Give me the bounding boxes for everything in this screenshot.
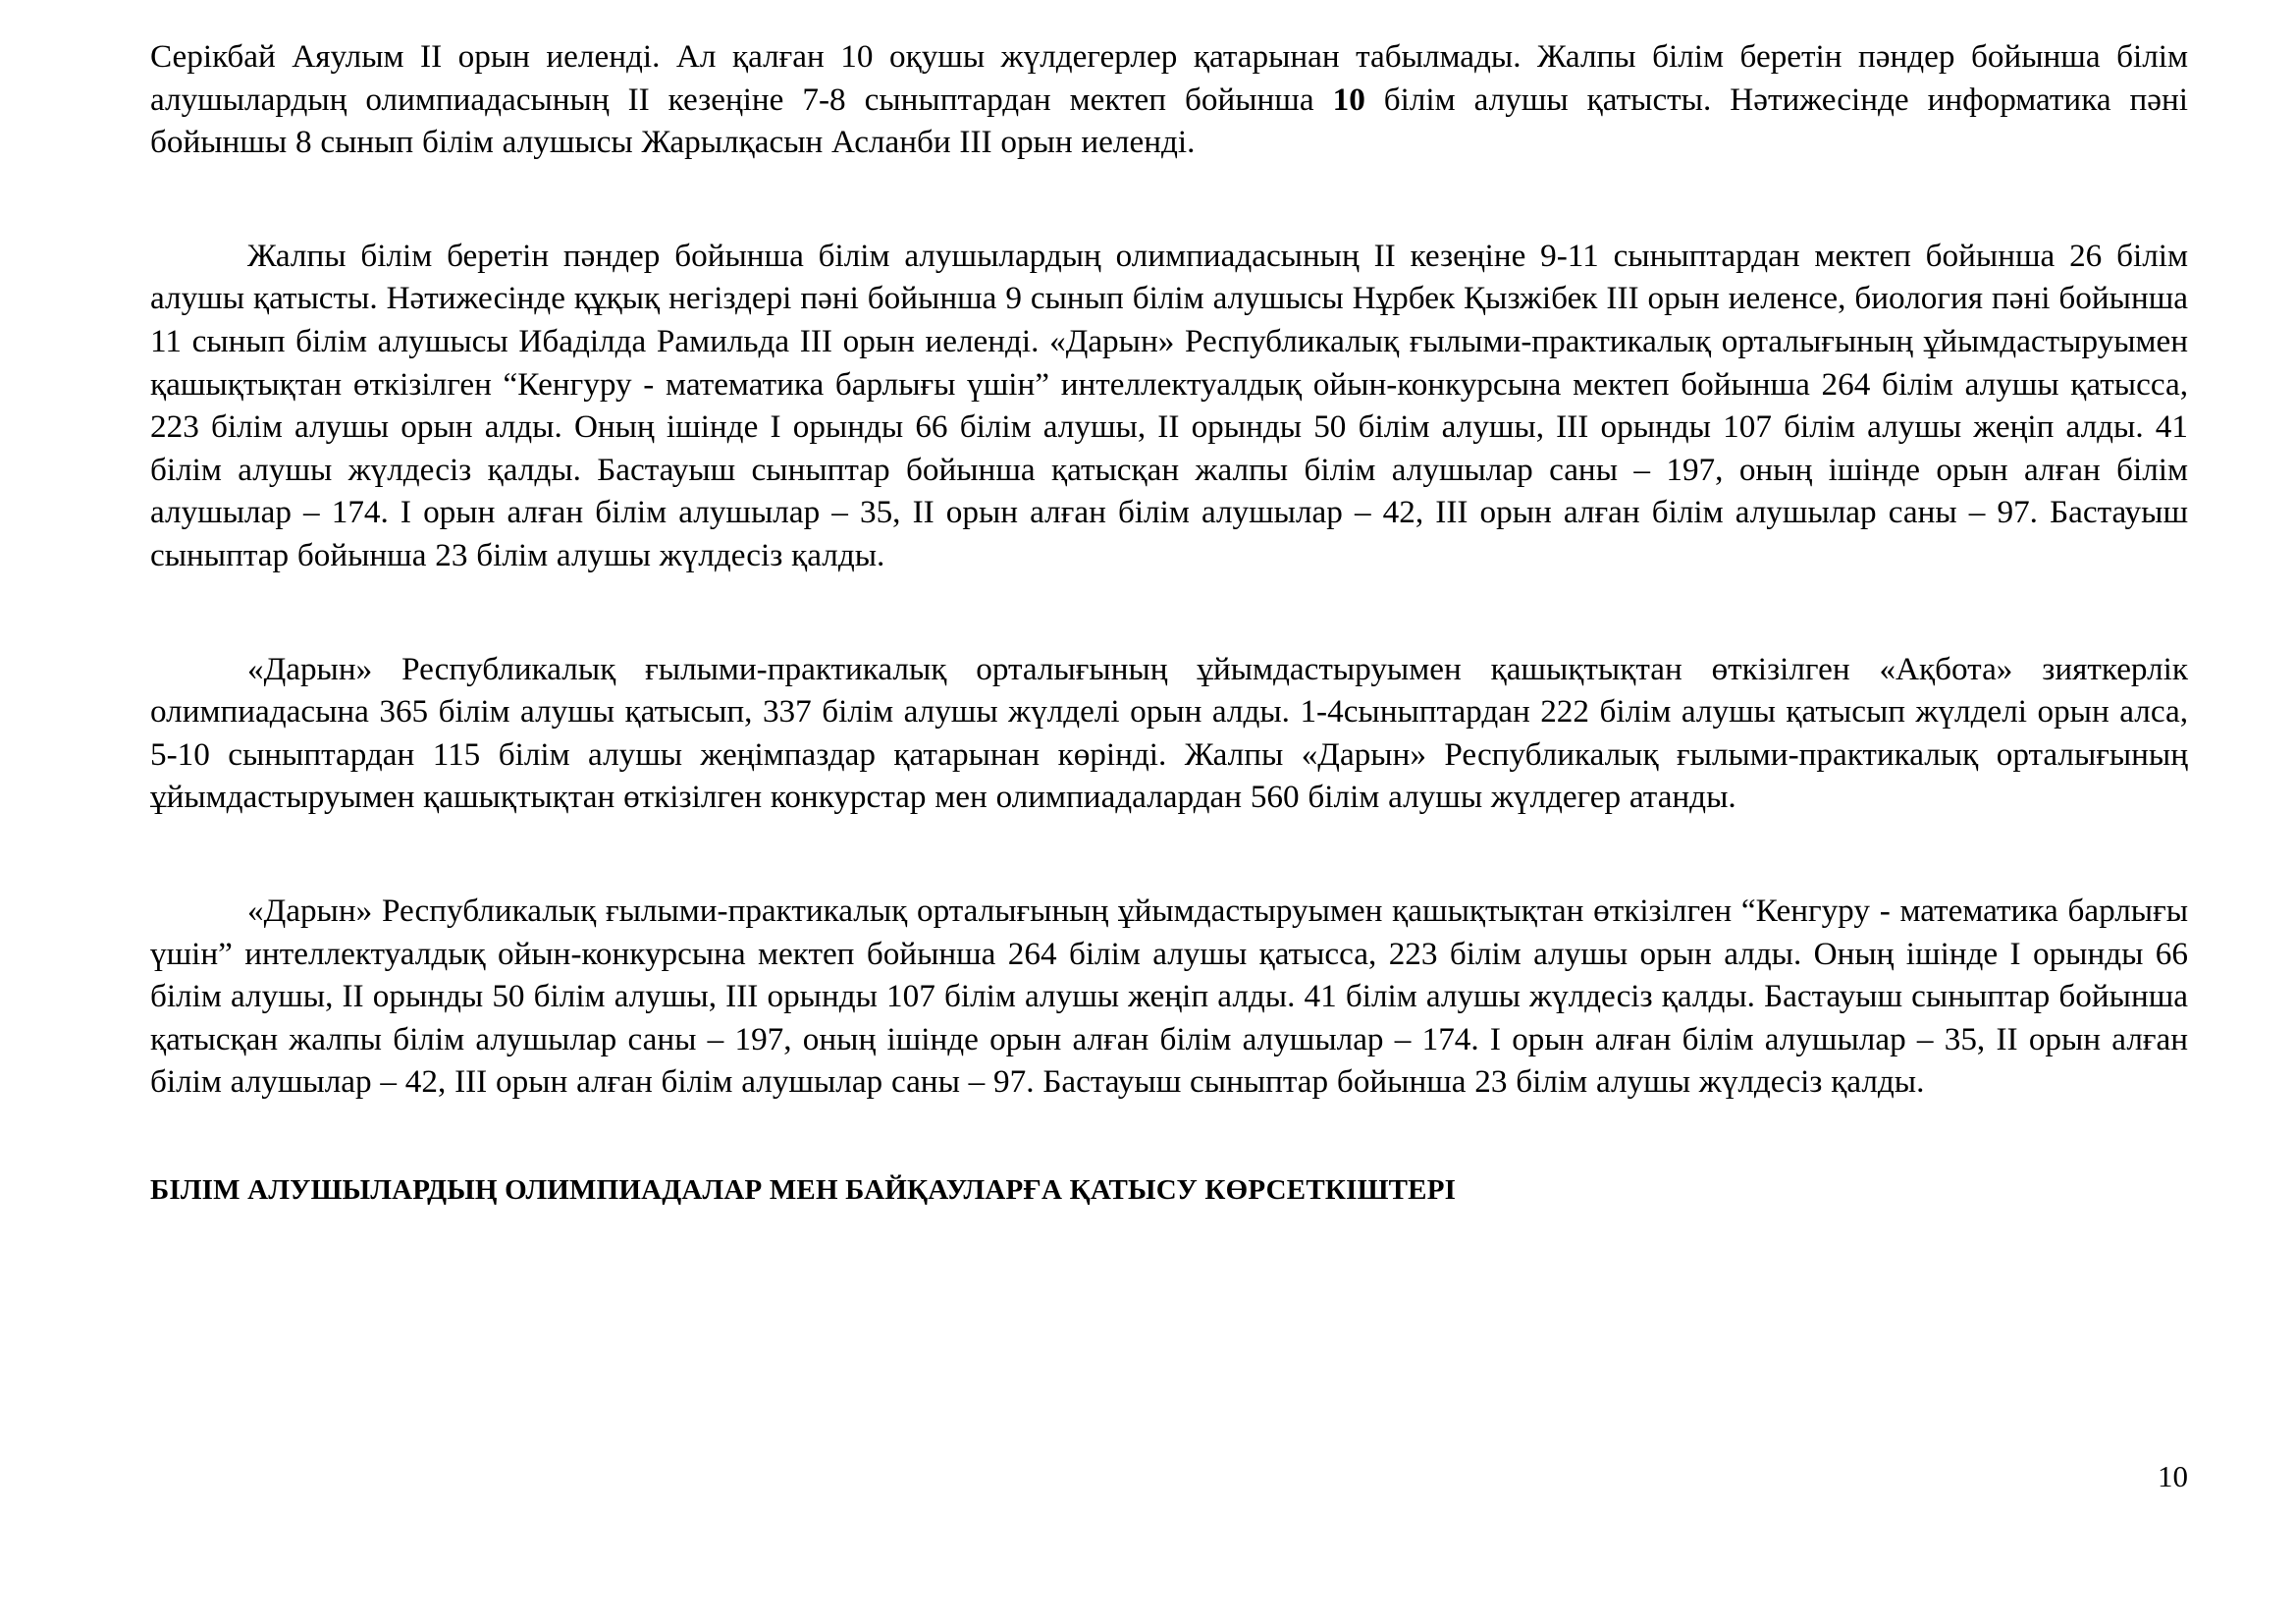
participant-count-bold: 10 bbox=[1332, 81, 1365, 118]
body-paragraph-1 bbox=[150, 35, 2188, 164]
page-number: 10 bbox=[2158, 1459, 2188, 1493]
body-paragraph-2: Жалпы білім беретін пәндер бойынша білім алушылардың олимпиадасының ІІ кезеңіне 9-11 сыныптардан мектеп бойынша 26 білім алушы қатысты. Нәтижесінде құқық негіздері пәні бойынша 9 сынып білім алушысы Нұрбек Қызжібек ІІІ орын иеленсе, биология пәні бойынша 11 сынып білім алушысы Ибаділда Рамильда ІІІ орын иеленді. «Дарын» Республикалық ғылыми-практикалық орталығының ұйымдастыруымен қашықтықтан өткізілген “Кенгуру - математика барлығы үшін” интеллектуалдық ойын-конкурсына мектеп бойынша 264 білім алушы қатысса, 223 білім алушы орын алды. Оның ішінде І орынды 66 білім алушы, ІІ орынды 50 білім алушы, ІІІ орынды 107 білім алушы жеңіп алды. 41 білім алушы жүлдесіз қалды. Бастауыш сыныптар бойынша қатысқан жалпы білім алушылар саны – 197, оның ішінде орын алған білім алушылар – 174. І орын алған білім алушылар – 35, ІІ орын алған білім алушылар – 42, ІІІ орын алған білім алушылар саны – 97. Бастауыш сыныптар бойынша 23 білім алушы жүлдесіз қалды. bbox=[150, 237, 2188, 573]
paragraph-1-text-end: білім алушы қатысты. Нәтижесінде информатика пәні бойыншы 8 сынып білім алушысы Жарылқасын Асланби ІІІ орын иеленді. bbox=[150, 81, 2189, 161]
body-paragraph-4: «Дарын» Республикалық ғылыми-практикалық орталығының ұйымдастыруымен қашықтықтан өткізілген “Кенгуру - математика барлығы үшін” интеллектуалдық ойын-конкурсына мектеп бойынша 264 білім алушы қатысса, 223 білім алушы орын алды. Оның ішінде І орынды 66 білім алушы, ІІ орынды 50 білім алушы, ІІІ орынды 107 білім алушы жеңіп алды. 41 білім алушы жүлдесіз қалды. Бастауыш сыныптар бойынша қатысқан жалпы білім алушылар саны – 197, оның ішінде орын алған білім алушылар – 174. І орын алған білім алушылар – 35, ІІ орын алған білім алушылар – 42, ІІІ орын алған білім алушылар саны – 97. Бастауыш сыныптар бойынша 23 білім алушы жүлдесіз қалды. bbox=[150, 892, 2188, 1101]
body-paragraph-3: «Дарын» Республикалық ғылыми-практикалық орталығының ұйымдастыруымен қашықтықтан өткізілген «Ақбота» зияткерлік олимпиадасына 365 білім алушы қатысып, 337 білім алушы жүлделі орын алды. 1-4сыныптардан 222 білім алушы қатысып жүлделі орын алса, 5-10 сыныптардан 115 білім алушы жеңімпаздар қатарынан көрінді. Жалпы «Дарын» Республикалық ғылыми-практикалық орталығының ұйымдастыруымен қашықтықтан өткізілген конкурстар мен олимпиадалардан 560 білім алушы жүлдегер атанды. bbox=[150, 650, 2188, 816]
document-page bbox=[150, 35, 2188, 1210]
section-heading: БІЛІМ АЛУШЫЛАРДЫҢ ОЛИМПИАДАЛАР МЕН БАЙҚАУЛАРҒА ҚАТЫСУ КӨРСЕТКІШТЕРІ bbox=[150, 1173, 1457, 1206]
paragraph-1-text-start: Серікбай Аяулым ІІ орын иеленді. Ал қалған 10 оқушы жүлдегерлер қатарынан табылмады. Жалпы білім беретін пәндер бойынша білім алушылардың олимпиадасының ІІ кезеңіне 7-8 сыныптардан мектеп бойынша bbox=[150, 38, 2188, 118]
